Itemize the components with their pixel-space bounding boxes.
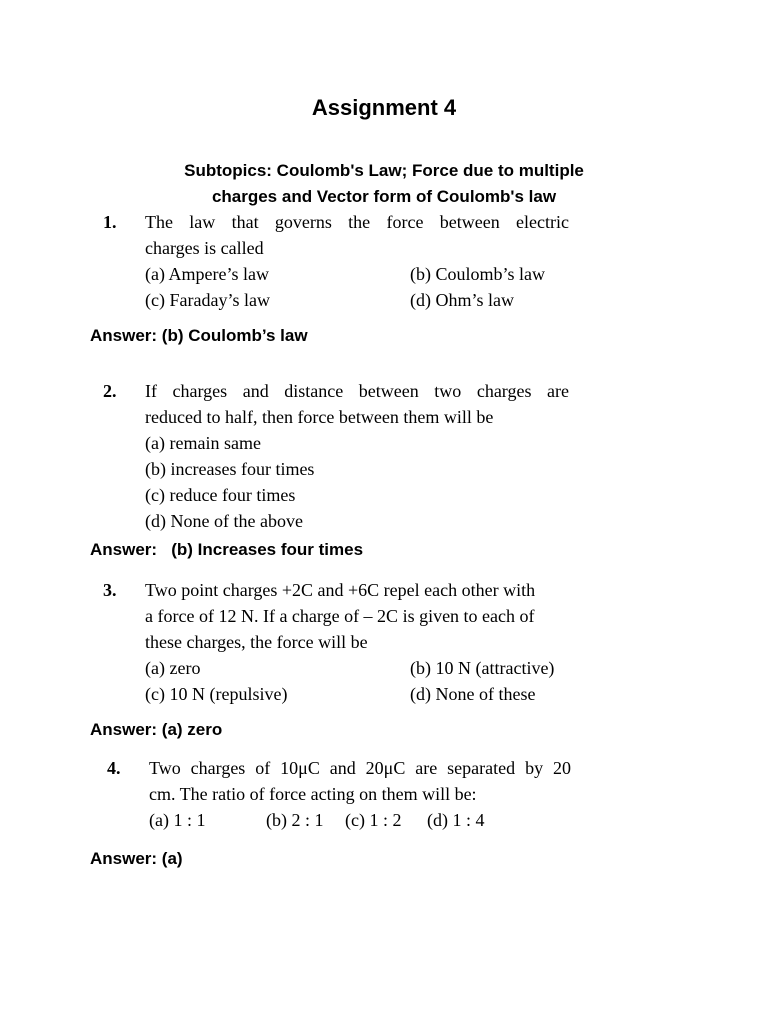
answer-3: Answer: (a) zero	[90, 720, 223, 739]
options-row	[149, 807, 571, 833]
question-text-line: charges is called	[145, 238, 264, 258]
question-1	[103, 209, 573, 313]
question-2	[103, 378, 573, 534]
option-d: (d) 1 : 4	[427, 810, 485, 830]
question-text-line: these charges, the force will be	[145, 632, 368, 652]
question-4	[107, 755, 577, 833]
question-text-line: Two point charges +2C and +6C repel each other with	[145, 580, 536, 600]
answer-1: Answer: (b) Coulomb’s law	[90, 326, 308, 345]
option-a: (a) zero	[145, 658, 201, 678]
question-text-line: reduced to half, then force between them will be	[145, 407, 494, 427]
question-text-line: If charges and distance between two charges are	[145, 381, 569, 401]
option-d: (d) None of these	[410, 684, 536, 704]
option-b: (b) 2 : 1	[266, 810, 324, 830]
option-d: (d) None of the above	[145, 511, 303, 531]
option-b: (b) 10 N (attractive)	[410, 658, 555, 678]
question-number: 4.	[107, 758, 121, 778]
option-a: (a) 1 : 1	[149, 810, 206, 830]
question-number: 3.	[103, 580, 117, 600]
question-text-line: cm. The ratio of force acting on them will be:	[149, 784, 477, 804]
options-row	[145, 287, 569, 313]
options-row	[145, 681, 569, 707]
question-text-line: a force of 12 N. If a charge of – 2C is given to each of	[145, 606, 535, 626]
subtitle	[140, 158, 628, 210]
option-b: (b) Coulomb’s law	[410, 264, 545, 284]
subtitle-line-2: charges and Vector form of Coulomb's law	[211, 187, 557, 206]
option-b: (b) increases four times	[145, 459, 315, 479]
option-c: (c) Faraday’s law	[145, 290, 270, 310]
question-text-line: Two charges of 10μC and 20μC are separated by 20	[149, 758, 571, 778]
option-d: (d) Ohm’s law	[410, 290, 514, 310]
option-a: (a) remain same	[145, 433, 261, 453]
question-body	[149, 755, 571, 833]
options-row	[145, 261, 569, 287]
page-title: Assignment 4	[311, 95, 457, 120]
subtitle-line-1: Subtopics: Coulomb's Law; Force due to multiple	[184, 161, 584, 180]
option-c: (c) 1 : 2	[345, 810, 402, 830]
question-text-line: The law that governs the force between electric	[145, 212, 569, 232]
answer-4: Answer: (a)	[90, 849, 183, 868]
question-body	[145, 577, 569, 707]
option-c: (c) reduce four times	[145, 485, 296, 505]
question-3	[103, 577, 573, 707]
option-a: (a) Ampere’s law	[145, 264, 269, 284]
question-number: 2.	[103, 381, 117, 401]
answer-2: Answer: (b) Increases four times	[90, 540, 364, 559]
options-row	[145, 655, 569, 681]
question-body	[145, 209, 569, 313]
question-number: 1.	[103, 212, 117, 232]
option-c: (c) 10 N (repulsive)	[145, 684, 288, 704]
question-body	[145, 378, 569, 534]
